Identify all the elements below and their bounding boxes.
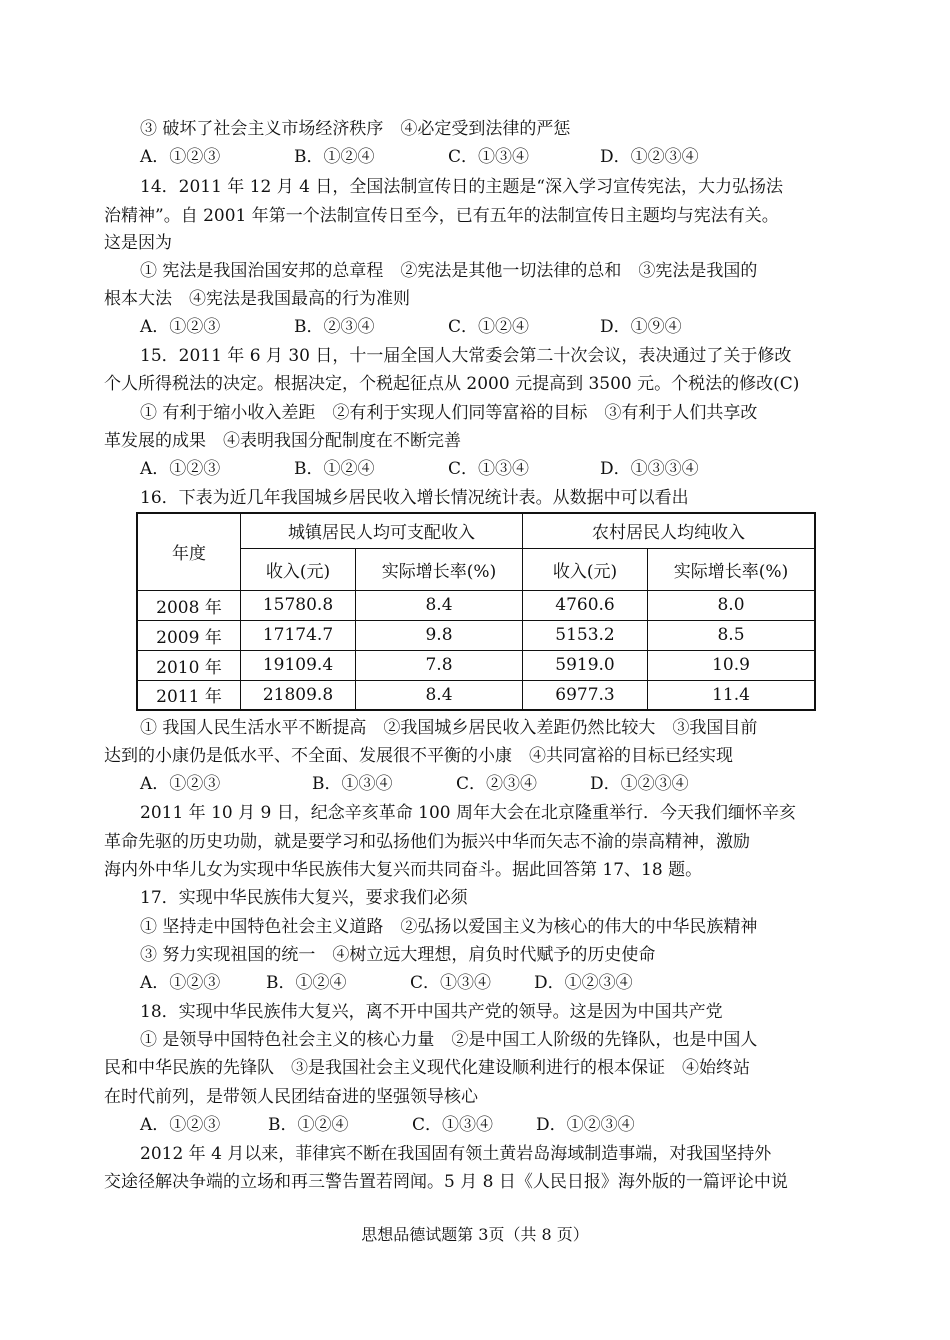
option-b: B．①②④ [294,147,375,167]
rural-growth-label: 实际增长率(%) [648,548,816,590]
option-b: B．①②④ [294,459,375,479]
page-footer: 思想品德试题第 3页（共 8 页） [361,1225,589,1244]
passage-1: 2011 年 10 月 9 日，纪念辛亥革命 100 周年大会在北京隆重举行．今天我们缅怀辛亥 [140,803,796,823]
passage-1-cont: 革命先驱的历史功勋，就是要学习和弘扬他们为振兴中华而矢志不渝的崇高精神，激励 [104,832,750,852]
table-row [137,680,815,710]
option-c: C．①③④ [410,973,492,993]
urban-growth-label: 实际增长率(%) [356,548,523,590]
question-18-statements-end: 在时代前列，是带领人民团结奋进的坚强领导核心 [104,1087,478,1107]
question-16-stem: 16．下表为近几年我国城乡居民收入增长情况统计表。从数据中可以看出 [140,488,689,508]
question-13-statement: ③ 破坏了社会主义市场经济秩序 ④必定受到法律的严惩 [140,119,571,139]
passage-1-end: 海内外中华儿女为实现中华民族伟大复兴而共同奋斗。据此回答第 17、18 题。 [104,860,703,880]
option-a: A．①②③ [140,1115,221,1135]
option-b: B．①②④ [266,973,347,993]
question-14-stem: 14．2011 年 12 月 4 日，全国法制宣传日的主题是“深入学习宣传宪法，大力弘扬法 [140,177,784,197]
table-row [137,620,815,650]
year-header: 年度 [137,513,241,590]
option-c: C．①③④ [448,147,530,167]
rural-income-cell: 5919.0 [523,650,648,680]
question-14-stem-end: 这是因为 [104,233,172,253]
rural-growth-cell: 10.9 [648,650,816,680]
question-18-stem: 18．实现中华民族伟大复兴，离不开中国共产党的领导。这是因为中国共产党 [140,1002,723,1022]
urban-income-header: 城镇居民人均可支配收入 [241,513,523,548]
urban-growth-cell: 8.4 [356,680,523,710]
question-16-statements-cont: 达到的小康仍是低水平、不全面、发展很不平衡的小康 ④共同富裕的目标已经实现 [104,746,733,766]
passage-2: 2012 年 4 月以来，菲律宾不断在我国固有领土黄岩岛海域制造事端，对我国坚持外 [140,1144,772,1164]
option-d: D．①②③④ [590,774,689,794]
question-15-statements: ① 有利于缩小收入差距 ②有利于实现人们同等富裕的目标 ③有利于人们共享改 [140,403,758,423]
option-d: D．①⑨④ [600,317,682,337]
year-cell: 2011 年 [137,680,241,710]
urban-income-cell: 17174.7 [241,620,356,650]
rural-income-cell: 5153.2 [523,620,648,650]
option-b: B．②③④ [294,317,375,337]
question-14-statements: ① 宪法是我国治国安邦的总章程 ②宪法是其他一切法律的总和 ③宪法是我国的 [140,261,758,281]
question-15-stem-cont: 个人所得税法的决定。根据决定，个税起征点从 2000 元提高到 3500 元。个税法的修改(C) [104,374,800,394]
rural-growth-cell: 8.5 [648,620,816,650]
question-17-statements-cont: ③ 努力实现祖国的统一 ④树立远大理想，肩负时代赋予的历史使命 [140,945,656,965]
option-a: A．①②③ [140,147,221,167]
option-b: B．①②④ [268,1115,349,1135]
question-17-statements: ① 坚持走中国特色社会主义道路 ②弘扬以爱国主义为核心的伟大的中华民族精神 [140,917,758,937]
question-18-statements-cont: 民和中华民族的先锋队 ③是我国社会主义现代化建设顺利进行的根本保证 ④始终站 [104,1058,750,1078]
year-cell: 2008 年 [137,590,241,620]
table-row [137,590,815,620]
option-d: D．①③③④ [600,459,699,479]
question-16-statements: ① 我国人民生活水平不断提高 ②我国城乡居民收入差距仍然比较大 ③我国目前 [140,718,758,738]
rural-income-header: 农村居民人均纯收入 [523,513,816,548]
rural-growth-cell: 11.4 [648,680,816,710]
question-15-stem: 15．2011 年 6 月 30 日，十一届全国人大常委会第二十次会议，表决通过了关于修改 [140,346,792,366]
urban-income-cell: 21809.8 [241,680,356,710]
passage-2-cont: 交途径解决争端的立场和再三警告置若罔闻。5 月 8 日《人民日报》海外版的一篇评论中说 [104,1172,788,1192]
table-row [137,650,815,680]
urban-growth-cell: 7.8 [356,650,523,680]
option-c: C．①②④ [448,317,530,337]
option-b: B．①③④ [312,774,393,794]
option-c: C．①③④ [412,1115,494,1135]
option-a: A．①②③ [140,459,221,479]
income-statistics-table [136,512,816,711]
year-cell: 2009 年 [137,620,241,650]
urban-income-cell: 15780.8 [241,590,356,620]
question-18-statements: ① 是领导中国特色社会主义的核心力量 ②是中国工人阶级的先锋队，也是中国人 [140,1030,758,1050]
rural-growth-cell: 8.0 [648,590,816,620]
rural-income-label: 收入(元) [523,548,648,590]
rural-income-cell: 6977.3 [523,680,648,710]
year-cell: 2010 年 [137,650,241,680]
option-a: A．①②③ [140,317,221,337]
option-d: D．①②③④ [534,973,633,993]
urban-growth-cell: 9.8 [356,620,523,650]
urban-income-label: 收入(元) [241,548,356,590]
question-15-statements-cont: 革发展的成果 ④表明我国分配制度在不断完善 [104,431,461,451]
question-17-stem: 17．实现中华民族伟大复兴，要求我们必须 [140,888,468,908]
question-14-stem-cont: 治精神”。自 2001 年第一个法制宣传日至今，已有五年的法制宣传日主题均与宪法有关。 [104,206,779,226]
question-14-statements-cont: 根本大法 ④宪法是我国最高的行为准则 [104,289,410,309]
rural-income-cell: 4760.6 [523,590,648,620]
urban-growth-cell: 8.4 [356,590,523,620]
option-d: D．①②③④ [600,147,699,167]
option-d: D．①②③④ [536,1115,635,1135]
option-c: C．①③④ [448,459,530,479]
option-a: A．①②③ [140,973,221,993]
option-a: A．①②③ [140,774,221,794]
option-c: C．②③④ [456,774,538,794]
urban-income-cell: 19109.4 [241,650,356,680]
